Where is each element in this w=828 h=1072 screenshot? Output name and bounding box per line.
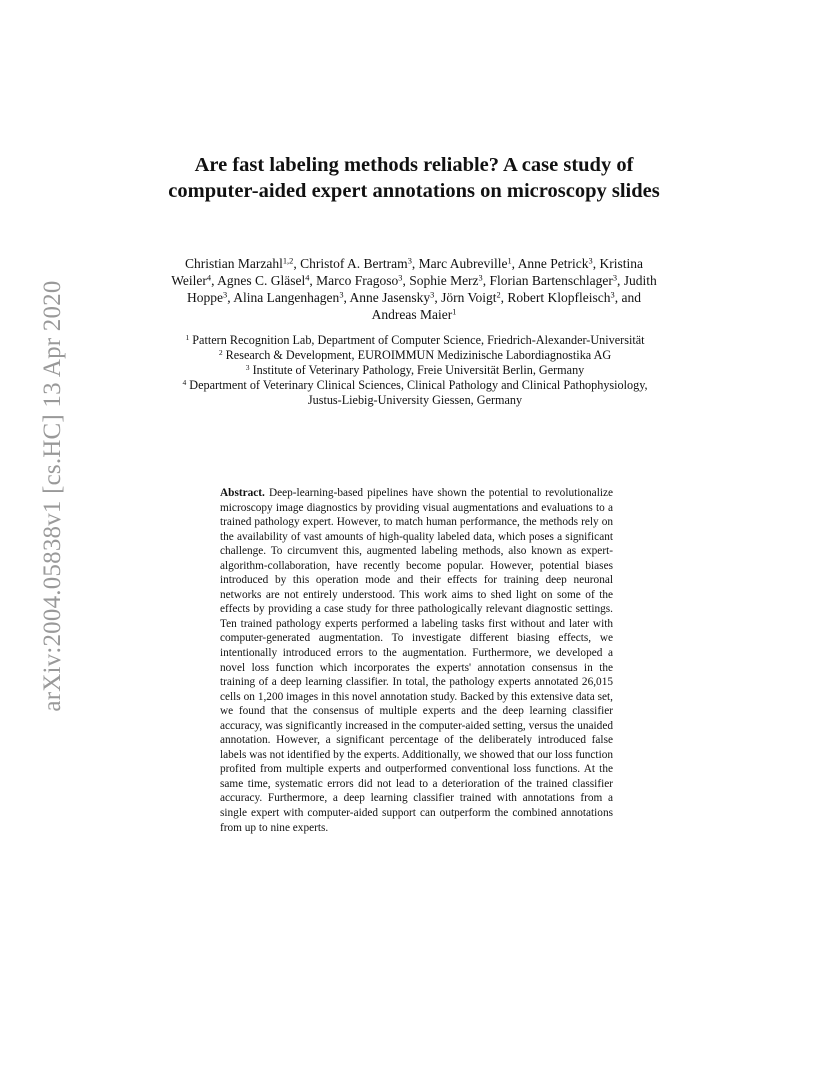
author-name: Judith Hoppe xyxy=(187,273,657,305)
affiliation-number: 3 xyxy=(245,362,250,372)
affiliation xyxy=(175,333,655,348)
author xyxy=(507,290,614,305)
affiliation xyxy=(175,363,655,378)
author-affiliation-mark: 3 xyxy=(478,273,483,283)
author-affiliation-mark: 4 xyxy=(206,273,212,283)
author-name: Marco Fragoso xyxy=(316,273,399,288)
author-name: Anne Petrick xyxy=(517,256,589,271)
author-name: Alina Langenhagen xyxy=(233,290,340,305)
abstract-label: Abstract. xyxy=(220,487,265,499)
affiliation-number: 2 xyxy=(218,347,223,357)
author-affiliation-mark: 3 xyxy=(223,290,228,300)
author-affiliation-mark: 3 xyxy=(612,273,618,283)
affiliation xyxy=(175,348,655,363)
author-affiliation-mark: 1 xyxy=(507,256,512,266)
affiliation-text: Department of Veterinary Clinical Sciences, Clinical Pathology and Clinical Pathophysiology, Justus-Liebig-University Giessen, Germany xyxy=(186,378,648,407)
author-name: Anne Jasensky xyxy=(349,290,431,305)
author-affiliation-mark: 1 xyxy=(452,307,457,317)
author-name: Kristina Weiler xyxy=(171,256,643,288)
author xyxy=(350,290,435,305)
author-name: Jörn Voigt xyxy=(441,290,497,305)
author-name: Christof A. Bertram xyxy=(300,256,408,271)
affiliation-text: Research & Development, EUROIMMUN Medizinische Labordiagnostika AG xyxy=(222,348,612,362)
author-affiliation-mark: 3 xyxy=(610,290,615,300)
author-list: Christian Marzahl$^{1,2}$, Christof A. Bertram$^3$, Marc Aubreville$^1$, Anne Petrick$^3$, Kristina Weiler$^4$, Agnes C. Gläsel$^4$, Marco Fragoso$^3$, Sophie Merz$^3$, Florian Bartenschlager$^3$, Judith Hoppe$^3$, Alina Langenhagen$^3$, Anne Jasensky$^3$, Jörn Voigt$^2$, Robert Klopfleisch$^3$, and Andreas Maier$^1$ xyxy=(171,256,657,322)
affiliation-text: Institute of Veterinary Pathology, Freie Universität Berlin, Germany xyxy=(249,363,585,377)
abstract xyxy=(220,486,613,835)
author xyxy=(185,256,293,271)
author xyxy=(316,273,402,288)
author-name: Florian Bartenschlager xyxy=(489,273,613,288)
author-name: Christian Marzahl xyxy=(185,256,283,271)
author xyxy=(518,256,593,271)
arxiv-sidebar xyxy=(20,276,66,716)
author-name: and Andreas Maier xyxy=(371,290,641,322)
arxiv-identifier: arXiv:2004.05838v1 [cs.HC] 13 Apr 2020 xyxy=(39,280,66,712)
author-affiliation-mark: 3 xyxy=(398,273,403,283)
author-affiliation-mark: 3 xyxy=(588,256,593,266)
author-affiliation-mark: 4 xyxy=(305,273,310,283)
author xyxy=(217,273,309,288)
author-name: Agnes C. Gläsel xyxy=(217,273,306,288)
author-name: Robert Klopfleisch xyxy=(507,290,611,305)
paper-title: Are fast labeling methods reliable? A case study of computer-aided expert annotations on microscopy slides xyxy=(168,154,660,202)
author xyxy=(489,273,617,288)
author xyxy=(300,256,412,271)
affiliation-number: 4 xyxy=(182,377,187,387)
author xyxy=(441,290,501,305)
author-name: Marc Aubreville xyxy=(418,256,508,271)
affiliation xyxy=(175,378,655,408)
author-affiliation-mark: 3 xyxy=(430,290,435,300)
affiliation-list xyxy=(175,333,655,408)
author-name: Sophie Merz xyxy=(409,273,479,288)
author xyxy=(409,273,483,288)
author-affiliation-mark: 3 xyxy=(407,256,412,266)
affiliation-text: Pattern Recognition Lab, Department of Computer Science, Friedrich-Alexander-Universität xyxy=(189,333,645,347)
author-affiliation-mark: 1,2 xyxy=(282,256,294,266)
author-affiliation-mark: 2 xyxy=(496,290,501,300)
affiliation-number: 1 xyxy=(185,332,190,342)
abstract-text: Deep-learning-based pipelines have shown the potential to revolutionalize microscopy image diagnostics by providing visual augmentations and evaluations to a trained pathology expert. However, to match human performance, the methods rely on the availability of vast amounts of high-quality labeled data, which poses a significant challenge. To circumvent this, augmented labeling methods, also known as expert-algorithm-collaboration, have recently become popular. However, potential biases introduced by this operation mode and their effects for training deep neuronal networks are not entirely understood. This work aims to shed light on some of the effects by providing a case study for three pathologically relevant diagnostic settings. Ten trained pathology experts performed a labeling tasks first without and later with computer-generated augmentation. To investigate different biasing effects, we intentionally introduced errors to the augmentation. Furthermore, we developed a novel loss function which incorporates the experts' annotation consensus in the training of a deep learning classifier. In total, the pathology experts annotated 26,015 cells on 1,200 images in this novel annotation study. Backed by this extensive data set, we found that the consensus of multiple experts and the deep learning classifier accuracy, was significantly increased in the computer-aided setting, versus the unaided annotation. However, a significant percentage of the deliberately introduced false labels was not identified by the experts. Additionally, we showed that our loss function profited from multiple experts and outperformed conventional loss functions. At the same time, systematic errors did not lead to a deterioration of the trained classifier accuracy. Furthermore, a deep learning classifier trained with annotations from a single expert with computer-aided support can outperform the combined annotations from up to nine experts. xyxy=(220,487,614,834)
author-affiliation-mark: 3 xyxy=(339,290,344,300)
author xyxy=(233,290,343,305)
author xyxy=(419,256,512,271)
